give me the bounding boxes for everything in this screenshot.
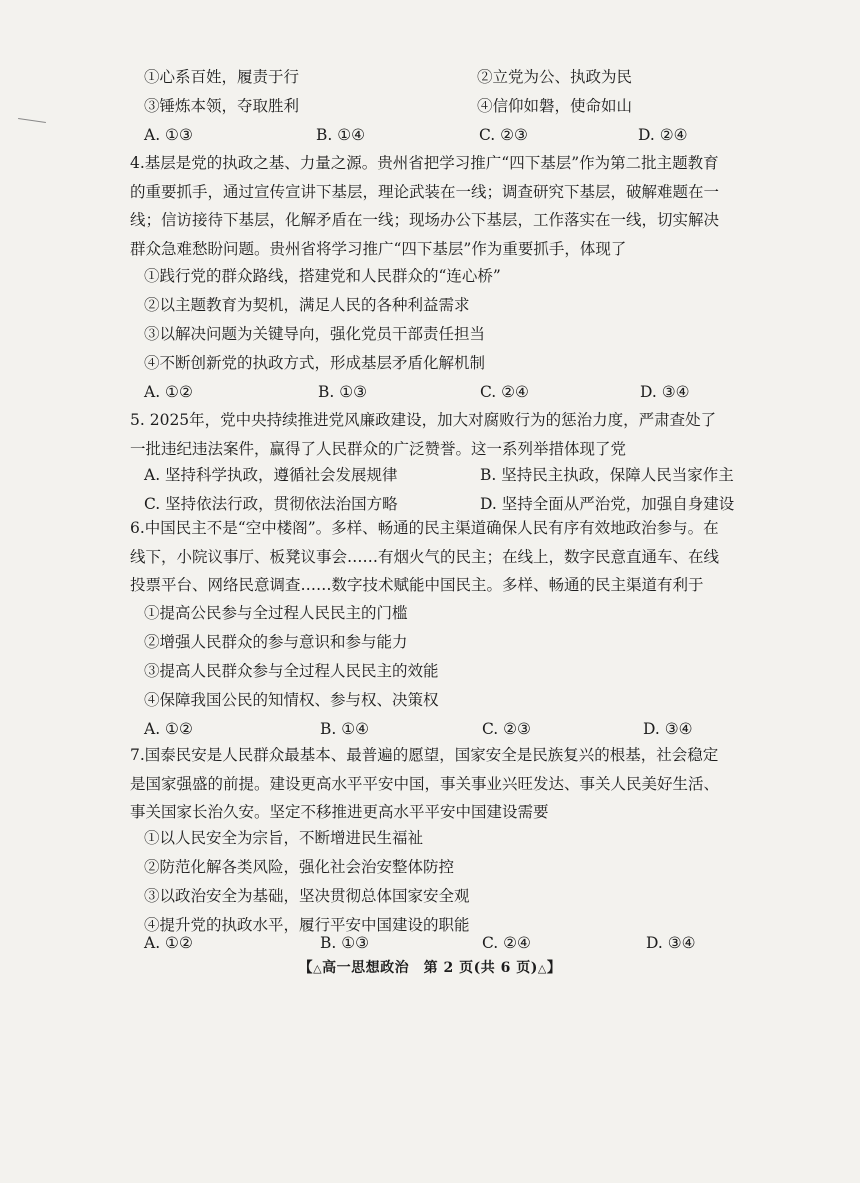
q4-item-3: ③以解决问题为关键导向，强化党员干部责任担当 [144,325,486,343]
q4-item-4: ④不断创新党的执政方式，形成基层矛盾化解机制 [144,354,486,372]
q7-stem: 7.国泰民安是人民群众最基本、最普遍的愿望，国家安全是民族复兴的根基，社会稳定是国家强盛的前提。建设更高水平平安中国，事关事业兴旺发达、事关人民美好生活、事关国家长治久安。坚定不移推进更高水平平安中国建设需要 [130,746,720,821]
q4-choice-b: B. ①③ [318,383,368,401]
q4-choice-a: A. ①② [144,383,193,401]
q3-item-2: ②立党为公、执政为民 [477,68,633,86]
q6-choice-a: A. ①② [144,720,193,738]
triangle-logo-icon: △ [313,962,323,975]
q7-item-2: ②防范化解各类风险，强化社会治安整体防控 [144,858,455,876]
q7-choice-a: A. ①② [144,934,193,952]
q6-choice-d: D. ③④ [643,720,693,738]
q7-choice-c: C. ②④ [482,934,531,952]
q3-item-3: ③锤炼本领，夺取胜利 [144,97,300,115]
q7-item-1: ①以人民安全为宗旨，不断增进民生福祉 [144,829,424,847]
q6-item-4: ④保障我国公民的知情权、参与权、决策权 [144,691,439,709]
q7-item-4: ④提升党的执政水平，履行平安中国建设的职能 [144,916,470,934]
q4-stem: 4.基层是党的执政之基、力量之源。贵州省把学习推广“四下基层”作为第二批主题教育的重要抓手，通过宣传宣讲下基层，理论武装在一线；调查研究下基层，破解难题在一线；信访接待下基层，化解矛盾在一线；现场办公下基层，工作落实在一线，切实解决群众急难愁盼问题。贵州省将学习推广“四下基层”作为重要抓手，体现了 [130,154,720,258]
q3-choice-b: B. ①④ [316,126,366,144]
q4-choice-c: C. ②④ [480,383,529,401]
q6-stem: 6.中国民主不是“空中楼阁”。多样、畅通的民主渠道确保人民有序有效地政治参与。在线下，小院议事厅、板凳议事会……有烟火气的民主；在线上，数字民意直通车、在线投票平台、网络民意调查……数字技术赋能中国民主。多样、畅通的民主渠道有利于 [130,519,720,594]
scan-mark [18,118,46,123]
q5-option-a: A. 坚持科学执政，遵循社会发展规律 [144,466,398,484]
q7-choice-d: D. ③④ [646,934,696,952]
q4-choice-d: D. ③④ [640,383,690,401]
q5-option-c: C. 坚持依法行政，贯彻依法治国方略 [144,495,398,513]
footer-text: 高一思想政治 第 2 页(共 6 页) [322,960,538,976]
q6-choice-c: C. ②③ [482,720,531,738]
q3-choice-c: C. ②③ [479,126,528,144]
q4-item-1: ①践行党的群众路线，搭建党和人民群众的“连心桥” [144,267,501,285]
q7-item-3: ③以政治安全为基础，坚决贯彻总体国家安全观 [144,887,470,905]
triangle-logo-icon-right: △ [537,962,547,975]
q3-choice-d: D. ②④ [638,126,688,144]
footer-open-bracket: 【 [298,960,314,976]
q6-item-2: ②增强人民群众的参与意识和参与能力 [144,633,408,651]
q6-choice-b: B. ①④ [320,720,370,738]
footer-close-bracket: 】 [546,960,562,976]
q7-choice-b: B. ①③ [320,934,370,952]
q4-item-2: ②以主题教育为契机，满足人民的各种利益需求 [144,296,470,314]
q5-option-d: D. 坚持全面从严治党，加强自身建设 [480,495,735,513]
q3-choice-a: A. ①③ [144,126,193,144]
q6-item-3: ③提高人民群众参与全过程人民民主的效能 [144,662,439,680]
q3-item-4: ④信仰如磐，使命如山 [477,97,633,115]
q5-option-b: B. 坚持民主执政，保障人民当家作主 [480,466,734,484]
q3-item-1: ①心系百姓，履责于行 [144,68,300,86]
q6-item-1: ①提高公民参与全过程人民民主的门槛 [144,604,408,622]
page-footer [0,957,860,977]
q5-stem: 5. 2025年，党中央持续推进党风廉政建设，加大对腐败行为的惩治力度，严肃查处了一批违纪违法案件，赢得了人民群众的广泛赞誉。这一系列举措体现了党 [130,411,717,458]
